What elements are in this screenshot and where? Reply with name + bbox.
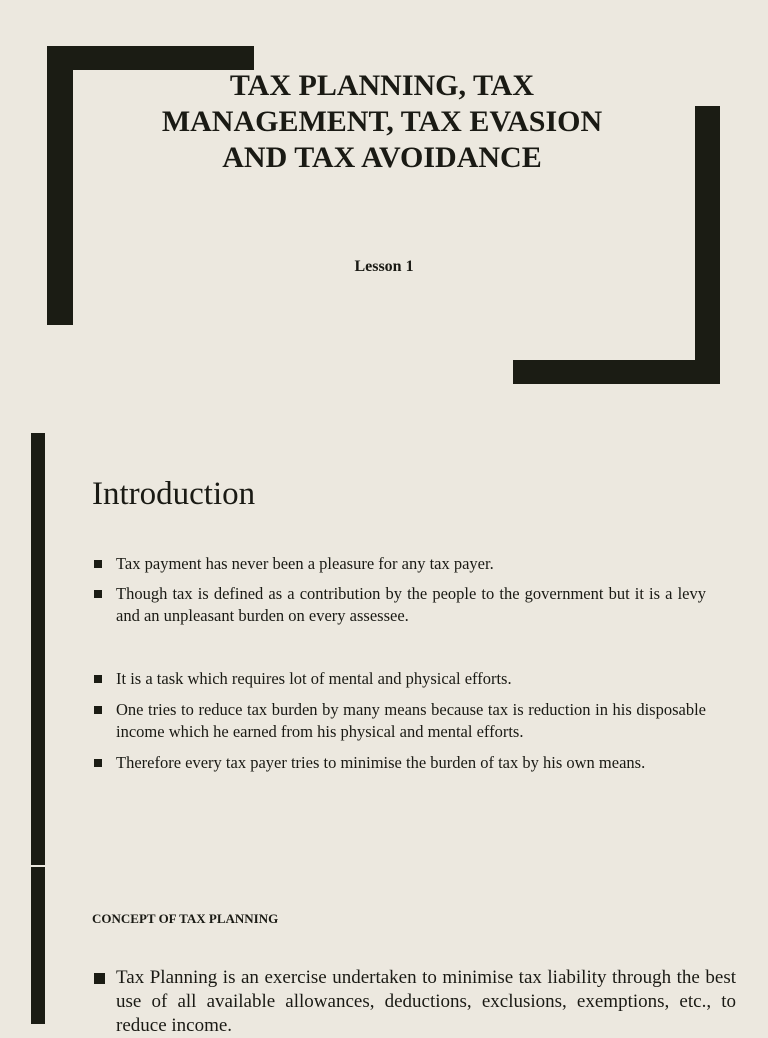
frame-bar-bottom-right-horizontal [513, 360, 720, 384]
frame-bar-top-left-horizontal [47, 46, 254, 70]
slide3-accent-bar [31, 867, 45, 1024]
bullet-square-icon [94, 973, 105, 984]
slide2-accent-bar [31, 433, 45, 865]
bullet-square-icon [94, 560, 102, 568]
concept-heading: CONCEPT OF TAX PLANNING [92, 911, 279, 926]
bullet-square-icon [94, 706, 102, 714]
list-item: Though tax is defined as a contribution by the people to the government but it is a levy and an unpleasant burden on every assessee. [92, 583, 706, 627]
list-item: Therefore every tax payer tries to minimise the burden of tax by his own means. [92, 752, 706, 774]
intro-bullet-list-1 [92, 553, 706, 627]
tax-planning-bullet: Tax Planning is an exercise undertaken to minimise tax liability through the best use of all available allowances, deductions, exclusions, exemptions, etc., to reduce income. [92, 966, 736, 1038]
bullet-square-icon [94, 675, 102, 683]
bullet-square-icon [94, 759, 102, 767]
list-item: One tries to reduce tax burden by many means because tax is reduction in his disposable income which he earned from his physical and mental efforts. [92, 699, 706, 743]
bullet-square-icon [94, 590, 102, 598]
slide-title-line-3: AND TAX AVOIDANCE [222, 141, 542, 174]
slide-title-line-1: TAX PLANNING, TAX [229, 69, 535, 102]
slide-title [110, 68, 654, 176]
slide-subtitle: Lesson 1 [354, 258, 414, 275]
frame-bar-bottom-right-vertical [695, 106, 720, 384]
frame-bar-top-left-vertical [47, 46, 73, 325]
slide-title-line-2: MANAGEMENT, TAX EVASION [161, 105, 603, 138]
list-item: It is a task which requires lot of mental and physical efforts. [92, 668, 706, 690]
list-item: Tax payment has never been a pleasure for any tax payer. [92, 553, 706, 575]
intro-bullet-list-2 [92, 668, 706, 774]
introduction-heading: Introduction [92, 476, 256, 512]
